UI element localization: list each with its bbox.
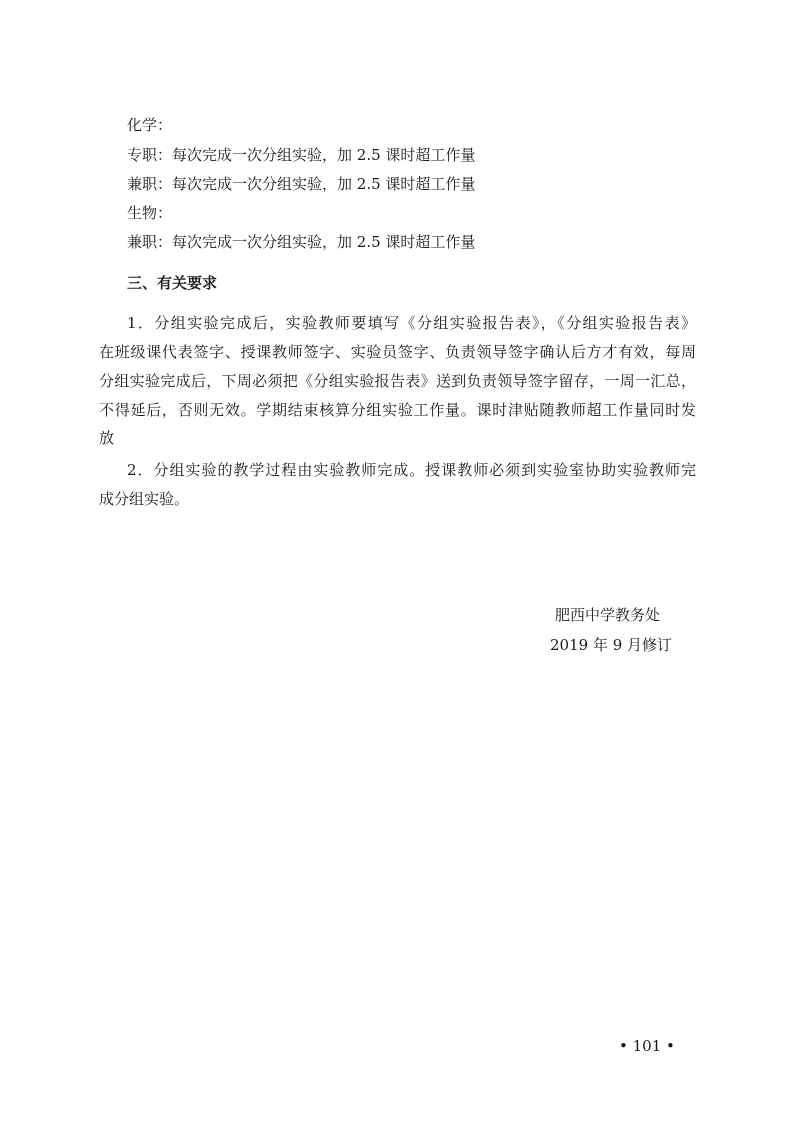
paragraph-line: 在班级课代表签字、授课教师签字、实验员签字、负责领导签字确认后方才有效，每周 xyxy=(99,343,696,361)
paragraph-line: 1．分组实验完成后，实验教师要填写《分组实验报告表》，《分组实验报告表》 xyxy=(127,314,696,332)
paragraph-line: 分组实验完成后，下周必须把《分组实验报告表》送到负责领导签字留存，一周一汇总， xyxy=(99,372,696,390)
paragraph-line: 2．分组实验的教学过程由实验教师完成。授课教师必须到实验室协助实验教师完 xyxy=(127,461,696,479)
paragraph-line: 成分组实验。 xyxy=(99,490,190,508)
paragraph-line: 放 xyxy=(99,429,115,447)
page-number: • 101 • xyxy=(619,1037,675,1055)
paragraph-line: 不得延后，否则无效。学期结束核算分组实验工作量。课时津贴随教师超工作量同时发 xyxy=(99,401,696,419)
chemistry-fulltime-rule: 专职：每次完成一次分组实验，加 2.5 课时超工作量 xyxy=(127,146,476,164)
biology-heading: 生物： xyxy=(127,204,173,222)
chemistry-parttime-rule: 兼职：每次完成一次分组实验，加 2.5 课时超工作量 xyxy=(127,175,476,193)
biology-parttime-rule: 兼职：每次完成一次分组实验，加 2.5 课时超工作量 xyxy=(127,233,476,251)
revision-date: 2019 年 9 月修订 xyxy=(550,636,673,654)
section-heading: 三、有关要求 xyxy=(127,274,218,292)
chemistry-heading: 化学： xyxy=(127,116,173,134)
issuing-office: 肥西中学教务处 xyxy=(555,606,661,624)
